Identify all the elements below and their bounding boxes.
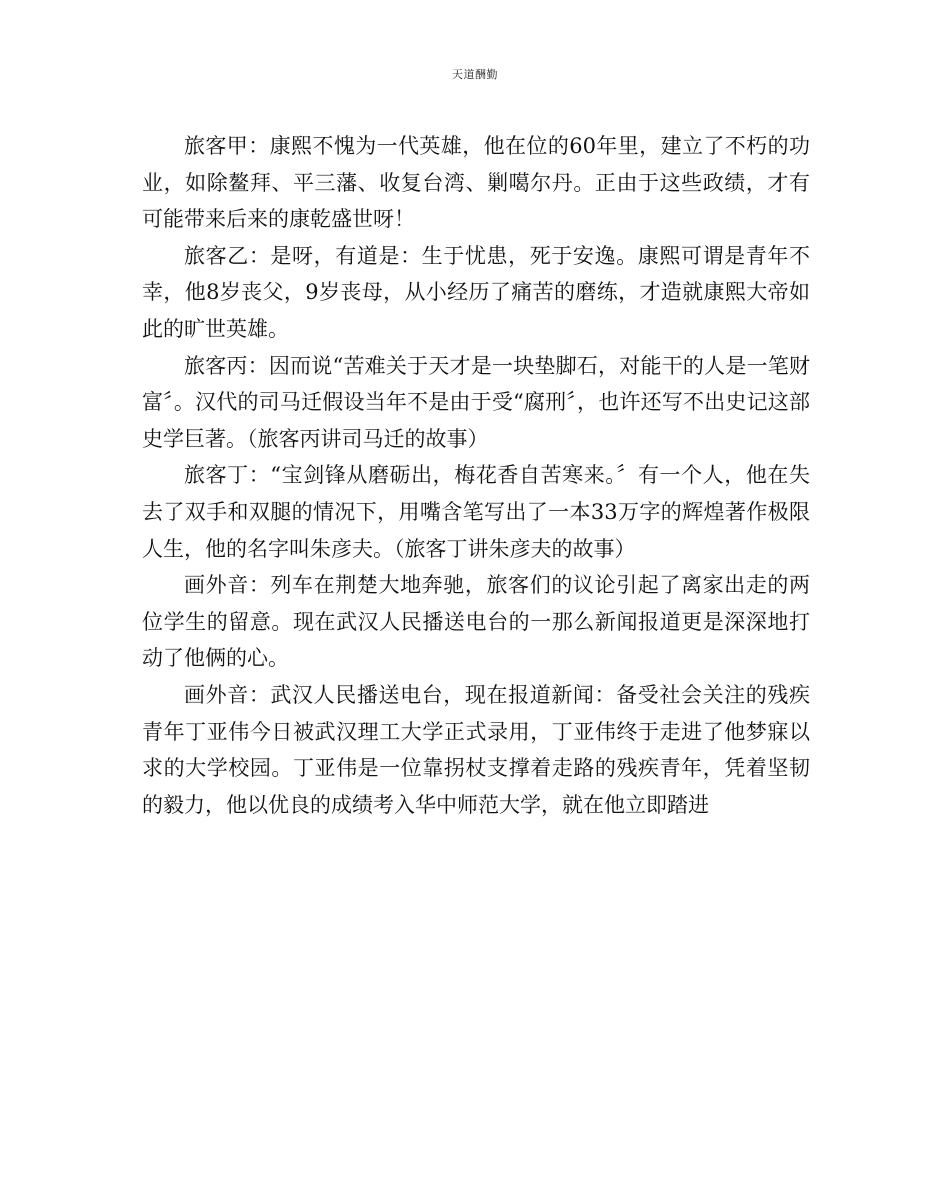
page-header: 天道酬勤 [452, 68, 498, 81]
paragraph-traveler-b: 旅客乙：是呀，有道是：生于忧患，死于安逸。康熙可谓是青年不幸，他8岁丧父，9岁丧母，从小经历了痛苦的磨练，才造就康熙大帝如此的旷世英雄。 [142, 243, 810, 341]
paragraph-voiceover-1: 画外音：列车在荆楚大地奔驰，旅客们的议论引起了离家出走的两位学生的留意。现在武汉人民播送电台的一那么新闻报道更是深深地打动了他俩的心。 [142, 573, 810, 671]
paragraph-traveler-d: 旅客丁：“宝剑锋从磨砺出，梅花香自苦寒来。〞有一个人，他在失去了双手和双腿的情况下，用嘴含笔写出了一本33万字的辉煌著作极限人生，他的名字叫朱彦夫。（旅客丁讲朱彦夫的故事） [142, 463, 810, 561]
paragraph-voiceover-2: 画外音：武汉人民播送电台，现在报道新闻：备受社会关注的残疾青年丁亚伟今日被武汉理工大学正式录用，丁亚伟终于走进了他梦寐以求的大学校园。丁亚伟是一位靠拐杖支撑着走路的残疾青年，凭着坚韧的毅力，他以优良的成绩考入华中师范大学，就在他立即踏进 [142, 682, 810, 817]
paragraph-traveler-c: 旅客丙：因而说“苦难关于天才是一块垫脚石，对能干的人是一笔财富〞。汉代的司马迁假设当年不是由于受“腐刑〞，也许还写不出史记这部史学巨著。（旅客丙讲司马迁的故事） [142, 353, 810, 451]
document-body [142, 128, 810, 823]
paragraph-traveler-a: 旅客甲：康熙不愧为一代英雄，他在位的60年里，建立了不朽的功业，如除鳌拜、平三藩、收复台湾、剿噶尔丹。正由于这些政绩，才有可能带来后来的康乾盛世呀！ [142, 134, 810, 232]
